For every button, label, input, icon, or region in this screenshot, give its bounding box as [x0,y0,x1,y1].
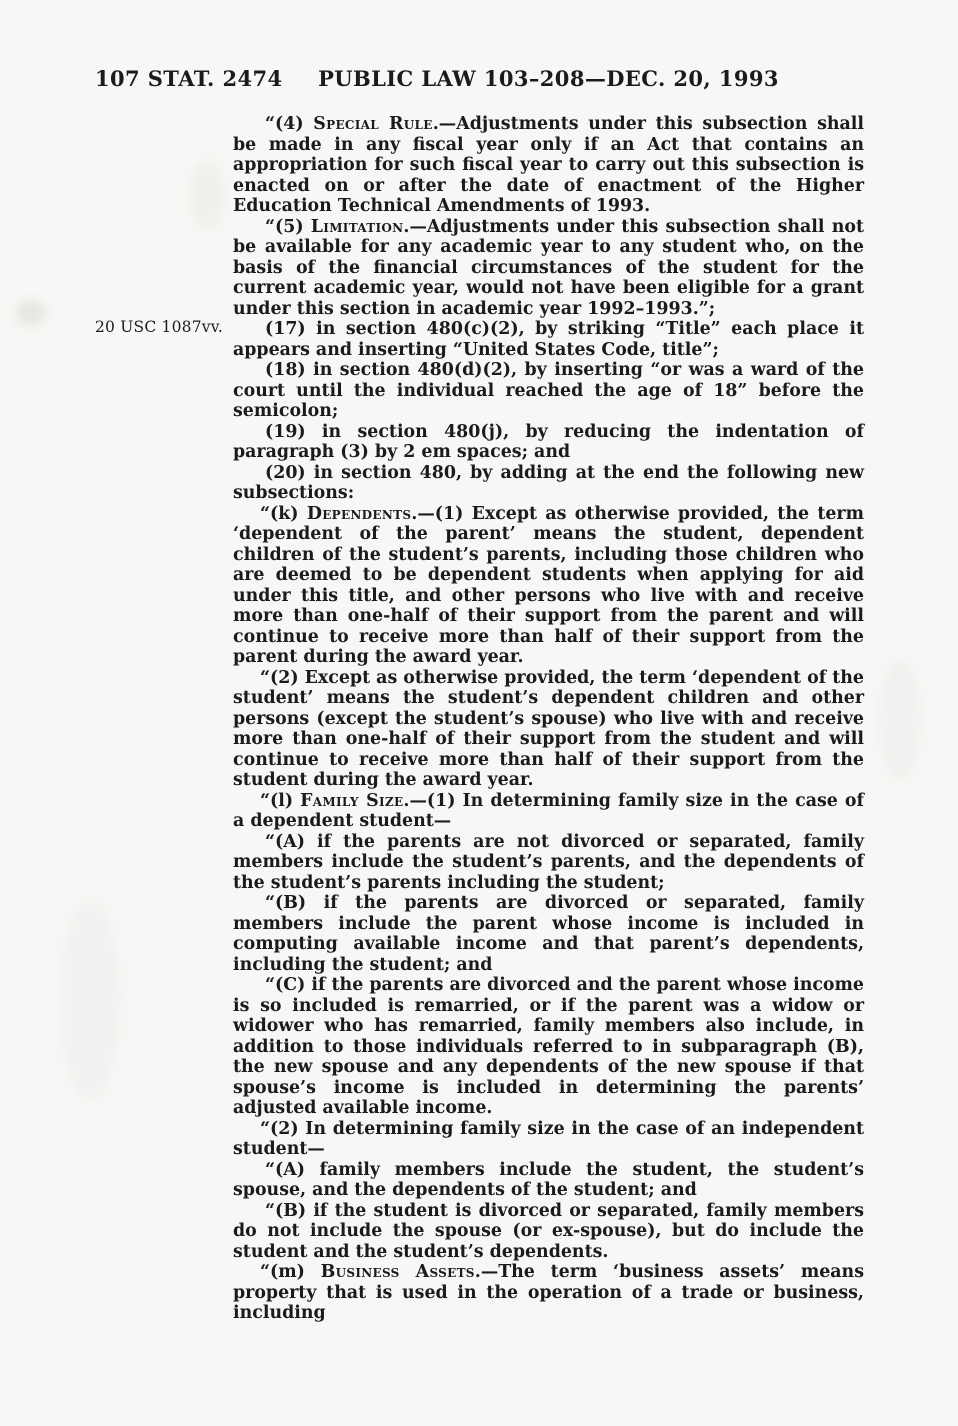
small-caps-heading: Special Rule [313,114,433,134]
scan-artifact [16,300,46,326]
para-text: “(2) Except as otherwise provided, the term ‘dependent of the student’ means the student’s dependent children and other persons (except the student’s spouse) who live with and receive more than one-half of their support from the student and will continue to receive more than half of their support from the student during the award year. [233,667,864,790]
subsec-l-2-subpara-B [233,1201,864,1263]
scan-artifact [190,160,224,230]
para-text: “(2) In determining family size in the case of an independent student— [233,1118,864,1159]
para-text: “(B) if the student is divorced or separated, family members do not include the spouse (or ex-spouse), but do include the student and the student’s dependents. [233,1200,864,1262]
statute-text-column [233,114,864,1324]
stat-page-number: 107 STAT. 2474 [95,66,283,91]
public-law-header: PUBLIC LAW 103–208—DEC. 20, 1993 [318,66,779,91]
para-text: .—Adjustments under this subsection shall be made in any fiscal year only if an Act that contains an appropriation for such fiscal year to carry out this subsection is enacted on or after the date of enactment of the Higher Education Technical Amendments of 1993. [233,114,864,216]
subsec-k-dependents [233,504,864,668]
scan-artifact [60,900,120,1100]
para-17-amendment [233,319,864,360]
para-text: (20) in section 480, by adding at the end the following new subsections: [233,462,864,503]
para-text: “(B) if the parents are divorced or separated, family members include the parent whose income is included in computing available income and that parent’s dependents, including the student; and [233,893,864,975]
para-text: “(k) [260,503,307,524]
small-caps-heading: Limitation [310,216,404,237]
subsec-m-business-assets [233,1262,864,1324]
subsec-l-2-subpara-A [233,1160,864,1201]
small-caps-heading: Family Size [300,790,404,811]
para-text: .—Adjustments under this subsection shall not be available for any academic year to any student who, on the basis of the financial circumstances of the student for the current academic year, would not have been eligible for a grant under this section in academic year 1992–1993.”; [233,216,864,319]
para-text: “(A) family members include the student, the student’s spouse, and the dependents of the student; and [233,1159,864,1200]
para-text: “(m) [260,1262,321,1282]
para-text: “(4) [265,114,314,134]
para-text: (18) in section 480(d)(2), by inserting “or was a ward of the court until the individual reached the age of 18” before the semicolon; [233,360,864,421]
para-19-amendment [233,422,864,463]
para-text: .—(1) Except as otherwise provided, the term ‘dependent of the parent’ means the student, dependent children of the student’s parents, including those children who are deemed to be dependent students when applying for aid under this title, and other persons who live with and receive more than one-half of their support from the parent and will continue to receive more than half of their support from the parent during the award year. [233,503,864,667]
para-text: “(l) [260,790,301,811]
para-text: (19) in section 480(j), by reducing the indentation of paragraph (3) by 2 em spaces; and [233,421,864,462]
para-text: (17) in section 480(c)(2), by striking “Title” each place it appears and inserting “United States Code, title”; [233,319,864,360]
small-caps-heading: Business Assets [320,1262,475,1282]
para-text: “(A) if the parents are not divorced or separated, family members include the student’s parents, and the dependents of the student’s parents including the student; [233,831,864,893]
para-text: “(C) if the parents are divorced and the parent whose income is so included is remarried, or if the parent was a widow or widower who has remarried, family members also include, in addition to those individuals referred to in subparagraph (B), the new spouse and any dependents of the new spouse if that spouse’s income is included in determining the parents’ adjusted available income. [233,975,864,1118]
subsec-l-1-subpara-B [233,893,864,975]
para-4-special-rule [233,114,864,217]
us-code-margin-note: 20 USC 1087vv. [95,318,223,336]
subsec-l-1-subpara-A [233,832,864,894]
subsec-l-para-2 [233,1119,864,1160]
para-20-amendment [233,463,864,504]
para-text: .—The term ‘business assets’ means property that is used in the operation of a trade or business, including [233,1262,864,1323]
para-5-limitation [233,217,864,320]
para-18-amendment [233,360,864,422]
para-text: “(5) [265,216,311,237]
subsec-l-family-size [233,791,864,832]
small-caps-heading: Dependents [306,503,412,524]
para-text: .—(1) In determining family size in the case of a dependent student— [233,790,864,831]
subsec-l-1-subpara-C [233,975,864,1119]
scan-artifact [880,660,920,780]
subsec-k-para-2 [233,668,864,791]
